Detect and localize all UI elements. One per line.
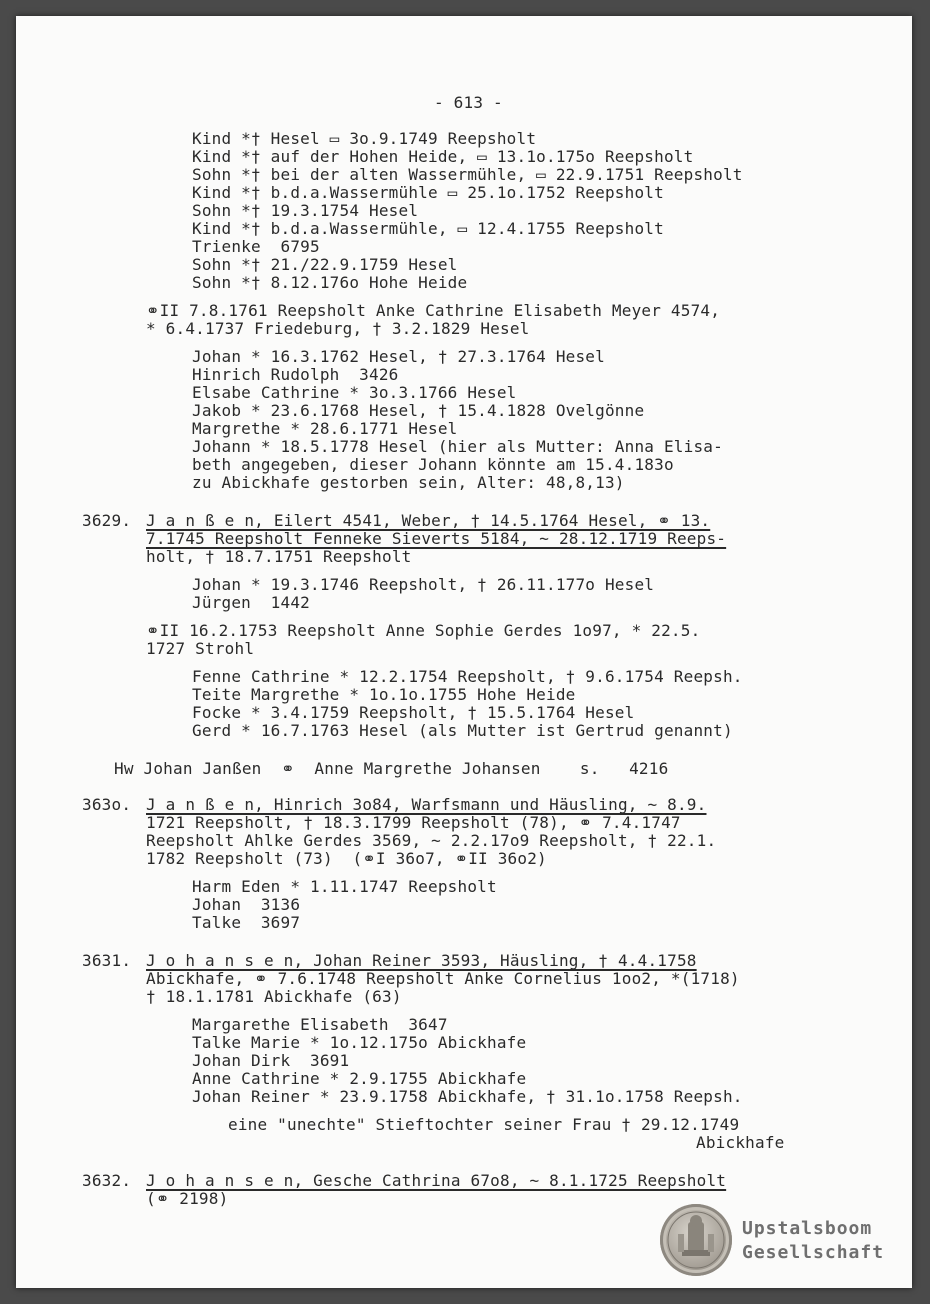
text-line: 7.1745 Reepsholt Fenneke Sieverts 5184, ~ 28.12.1719 Reeps- [146, 529, 727, 548]
text-line: (⚭ 2198) [146, 1189, 229, 1208]
text-line: Jürgen 1442 [192, 593, 310, 612]
text-line: Sohn *† 19.3.1754 Hesel [192, 201, 419, 220]
text-line: * 6.4.1737 Friedeburg, † 3.2.1829 Hesel [146, 319, 530, 338]
text-line: Focke * 3.4.1759 Reepsholt, † 15.5.1764 Hesel [192, 703, 635, 722]
entry-heading: J a n ß e n, Hinrich 3o84, Warfsmann und Häusling, ~ 8.9. [146, 795, 707, 814]
text-line: Sohn *† 21./22.9.1759 Hesel [192, 255, 458, 274]
text-line: Margarethe Elisabeth 3647 [192, 1015, 448, 1034]
text-line: Hinrich Rudolph 3426 [192, 365, 399, 384]
page-number: - 613 - [434, 93, 503, 112]
text-line: Kind *† auf der Hohen Heide, ▭ 13.1o.175o Reepsholt [192, 147, 694, 166]
text-line: Sohn *† bei der alten Wassermühle, ▭ 22.9.1751 Reepsholt [192, 165, 743, 184]
text-line: beth angegeben, dieser Johann könnte am 15.4.183o [192, 455, 674, 474]
text-line: holt, † 18.7.1751 Reepsholt [146, 547, 412, 566]
text-line: Johann * 18.5.1778 Hesel (hier als Mutter: Anna Elisa- [192, 437, 723, 456]
entry-heading: J a n ß e n, Eilert 4541, Weber, † 14.5.1764 Hesel, ⚭ 13. [146, 511, 711, 530]
text-line: Reepsholt Ahlke Gerdes 3569, ~ 2.2.17o9 Reepsholt, † 22.1. [146, 831, 717, 850]
cross-reference-line: Hw Johan Janßen ⚭ Anne Margrethe Johansen s. 4216 [114, 759, 669, 778]
text-line: Kind *† Hesel ▭ 3o.9.1749 Reepsholt [192, 129, 537, 148]
document-page [16, 16, 912, 1288]
logo-line-1: Upstalsboom [742, 1218, 873, 1239]
text-line: Elsabe Cathrine * 3o.3.1766 Hesel [192, 383, 517, 402]
text-line: Teite Margrethe * 1o.1o.1755 Hohe Heide [192, 685, 576, 704]
entry-number: 3629. [82, 511, 132, 530]
text-line: Kind *† b.d.a.Wassermühle ▭ 25.1o.1752 Reepsholt [192, 183, 664, 202]
text-line: Talke 3697 [192, 913, 301, 932]
entry-number: 363o. [82, 795, 132, 814]
text-line: Talke Marie * 1o.12.175o Abickhafe [192, 1033, 527, 1052]
entry-heading: J o h a n s e n, Johan Reiner 3593, Häusling, † 4.4.1758 [146, 951, 697, 970]
text-line: Abickhafe [696, 1133, 785, 1152]
text-line: Johan 3136 [192, 895, 301, 914]
marriage-line: ⚭II 7.8.1761 Reepsholt Anke Cathrine Elisabeth Meyer 4574, [146, 301, 721, 320]
text-line: Sohn *† 8.12.176o Hohe Heide [192, 273, 468, 292]
marriage-line: ⚭II 16.2.1753 Reepsholt Anne Sophie Gerdes 1o97, * 22.5. [146, 621, 701, 640]
text-line: Anne Cathrine * 2.9.1755 Abickhafe [192, 1069, 527, 1088]
logo-text [742, 1217, 912, 1265]
text-line: Johan Reiner * 23.9.1758 Abickhafe, † 31.1o.1758 Reepsh. [192, 1087, 743, 1106]
text-line: Kind *† b.d.a.Wassermühle, ▭ 12.4.1755 Reepsholt [192, 219, 664, 238]
text-line: Harm Eden * 1.11.1747 Reepsholt [192, 877, 497, 896]
text-line: eine "unechte" Stieftochter seiner Frau † 29.12.1749 [228, 1115, 740, 1134]
text-line: Fenne Cathrine * 12.2.1754 Reepsholt, † 9.6.1754 Reepsh. [192, 667, 743, 686]
text-line: Trienke 6795 [192, 237, 320, 256]
text-line: Abickhafe, ⚭ 7.6.1748 Reepsholt Anke Cornelius 1oo2, *(1718) [146, 969, 740, 988]
text-line: Jakob * 23.6.1768 Hesel, † 15.4.1828 Ovelgönne [192, 401, 645, 420]
entry-number: 3631. [82, 951, 132, 970]
logo-line-2: Gesellschaft [742, 1242, 885, 1263]
text-line: 1721 Reepsholt, † 18.3.1799 Reepsholt (78), ⚭ 7.4.1747 [146, 813, 681, 832]
upstalsboom-seal-icon [660, 1204, 732, 1276]
entry-number: 3632. [82, 1171, 132, 1190]
text-line: Gerd * 16.7.1763 Hesel (als Mutter ist Gertrud genannt) [192, 721, 733, 740]
text-line: Johan * 16.3.1762 Hesel, † 27.3.1764 Hesel [192, 347, 605, 366]
entry-heading: J o h a n s e n, Gesche Cathrina 67o8, ~ 8.1.1725 Reepsholt [146, 1171, 727, 1190]
text-line: Johan * 19.3.1746 Reepsholt, † 26.11.177o Hesel [192, 575, 655, 594]
text-line: † 18.1.1781 Abickhafe (63) [146, 987, 402, 1006]
text-line: zu Abickhafe gestorben sein, Alter: 48,8,13) [192, 473, 625, 492]
text-line: Margrethe * 28.6.1771 Hesel [192, 419, 458, 438]
text-line: Johan Dirk 3691 [192, 1051, 350, 1070]
text-line: 1727 Strohl [146, 639, 255, 658]
text-line: 1782 Reepsholt (73) (⚭I 36o7, ⚭II 36o2) [146, 849, 547, 868]
